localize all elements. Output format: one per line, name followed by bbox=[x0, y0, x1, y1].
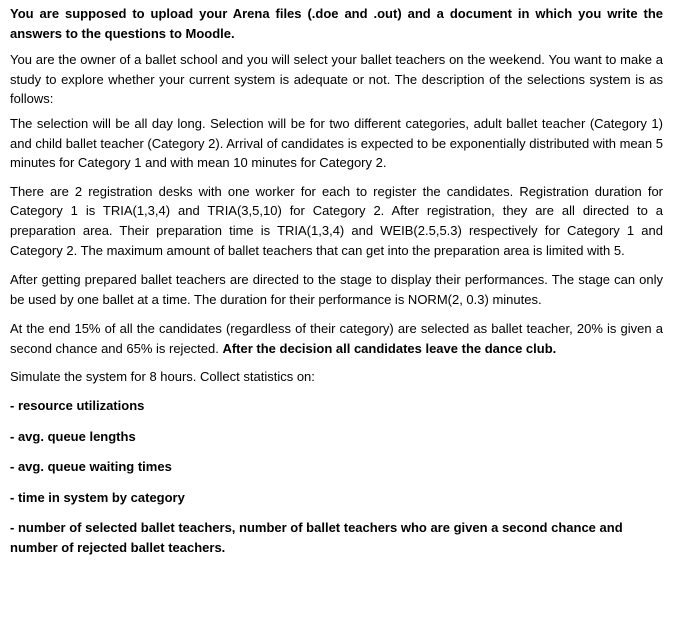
intro-instruction: You are supposed to upload your Arena files (.doe and .out) and a document in which you write the answers to the questions to Moodle. bbox=[10, 6, 663, 41]
decision-bold-text: After the decision all candidates leave the dance club. bbox=[222, 340, 557, 356]
paragraph-arrivals: The selection will be all day long. Selection will be for two different categories, adult ballet teacher (Category 1) and child ballet teacher (Category 2). Arrival of candidates is expected to be exponentially distributed with mean 5 minutes for Category 1 and with mean 10 minutes for Category 2. bbox=[10, 115, 663, 171]
stat-item-time-in-system: - time in system by category bbox=[10, 489, 185, 505]
stat-item-queue-waiting-times: - avg. queue waiting times bbox=[10, 459, 172, 475]
decision-text: At the end 15% of all the candidates (regardless of their category) are selected as ballet teacher, 20% is given a second chance and 65% is rejected. bbox=[10, 321, 663, 356]
stat-item-resource-utilizations: - resource utilizations bbox=[10, 398, 145, 414]
paragraph-performance: After getting prepared ballet teachers are directed to the stage to display their performances. The stage can only be used by one ballet at a time. The duration for their performance is NORM(2, 0.3) minutes. bbox=[10, 272, 663, 307]
paragraph-decision bbox=[10, 319, 663, 358]
paragraph-registration: There are 2 registration desks with one worker for each to register the candidates. Registration duration for Category 1 is TRIA(1,3,4) and TRIA(3,5,10) for Category 2. After registration, they are all directed to a preparation area. Their preparation time is TRIA(1,3,4) and WEIB(2.5,5.3) respectively for Category 1 and Category 2. The maximum amount of ballet teachers that can get into the preparation area is limited with 5. bbox=[10, 183, 663, 258]
stat-item-teacher-counts: - number of selected ballet teachers, number of ballet teachers who are given a second chance and number of rejected ballet teachers. bbox=[10, 520, 623, 556]
stat-item-queue-lengths: - avg. queue lengths bbox=[10, 428, 136, 444]
paragraph-simulate: Simulate the system for 8 hours. Collect statistics on: bbox=[10, 368, 315, 384]
paragraph-scenario: You are the owner of a ballet school and you will select your ballet teachers on the weekend. You want to make a study to explore whether your current system is adequate or not. The description of the selections system is as follows: bbox=[10, 52, 663, 107]
